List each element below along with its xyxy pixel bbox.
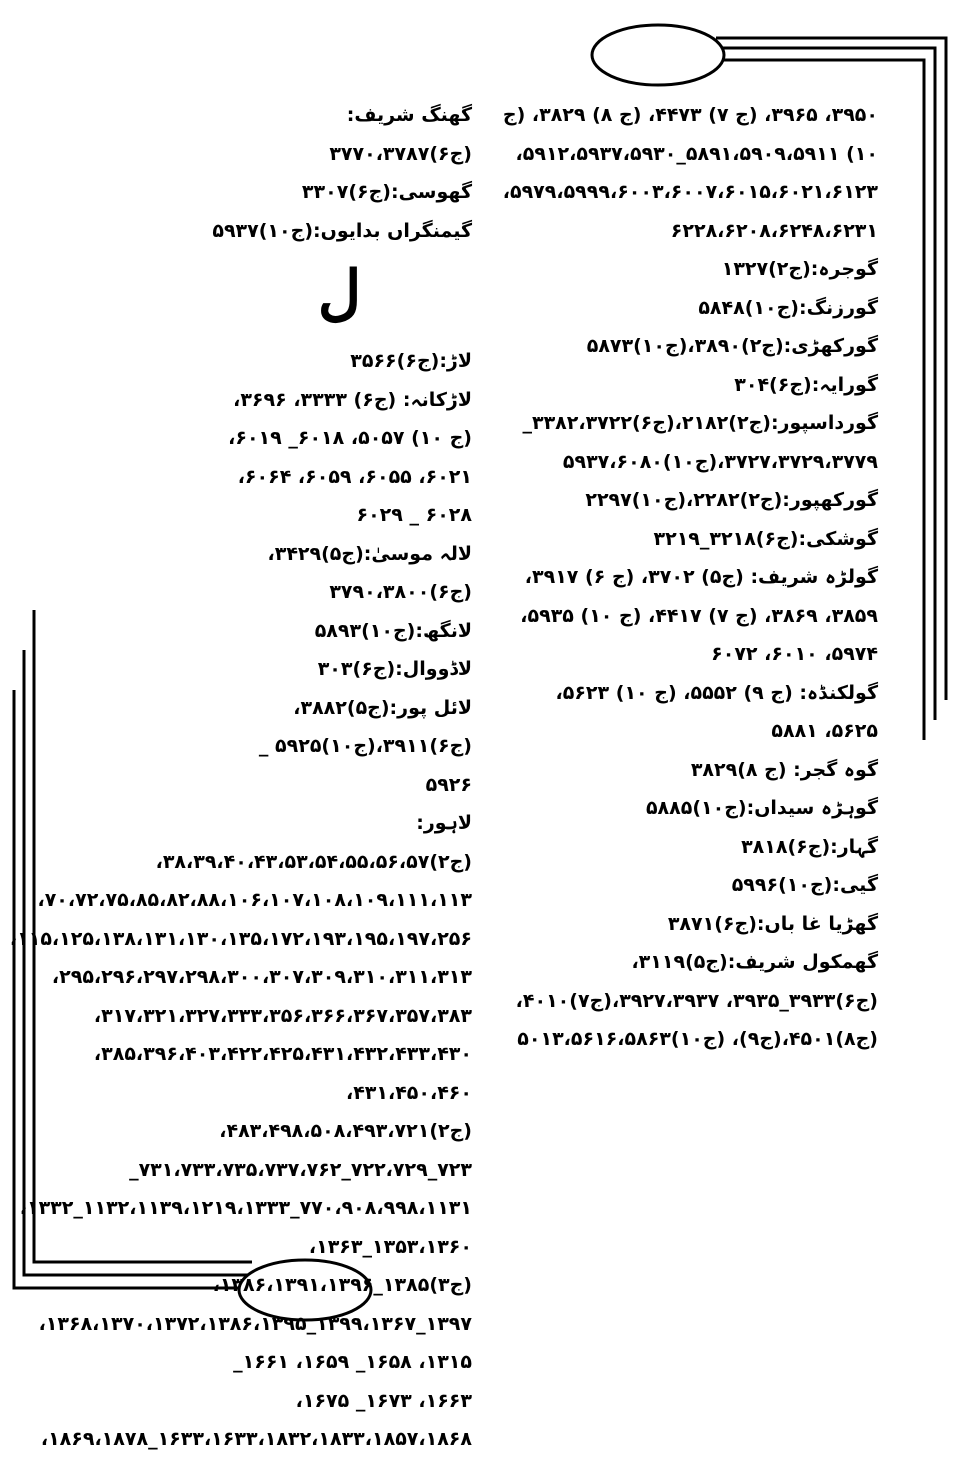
index-entry: لاڑ:(ج۶)۳۵۶۶ [350, 350, 472, 372]
index-entry: گھوسی:(ج۶)۳۳۰۷ [301, 181, 472, 203]
section-letter-heading: ل [317, 258, 362, 328]
index-entry: گہار:(ج۶)۳۸۱۸ [741, 835, 878, 858]
index-entry: گوہ گجر: (ج ۸)۳۸۲۹ [690, 758, 878, 781]
index-entry: گھنگ شریف:(ج۶)۳۷۷۰،۳۷۸۷ [329, 104, 472, 165]
index-entry: لانگھ:(ج۱۰)۵۸۹۳ [314, 619, 472, 642]
index-entry: گورکھپور:(ج۲)۲۲۸۲،(ج۱۰)۲۲۹۷ [585, 489, 878, 511]
left-column [9, 96, 472, 1459]
right-column [496, 96, 878, 1059]
index-entry: گورداسپور:(ج۲)۲۱۸۲،(ج۶)۳۳۸۲،۳۷۲۲_ ۳۷۲۷،۳۷۲۹،۳۷۷۹،(ج۱۰)۵۹۳۷،۶۰۸۰ [522, 412, 878, 473]
index-entry: گولکنڈہ: (ج ۹) ۵۵۵۲، (ج ۱۰) ۵۶۲۳، ۵۶۲۵، ۵۸۸۱ [555, 681, 878, 742]
index-entry: لالہ موسیٰ:(ج۵)۳۴۲۹،(ج۶)۳۷۹۰،۳۸۰۰ [267, 542, 472, 603]
index-entry: گیی:(ج۱۰)۵۹۹۶ [731, 874, 878, 896]
index-entry: لاڈووال:(ج۶)۳۰۳ [317, 658, 472, 680]
index-entry: گھڑیا غا باں:(ج۶)۳۸۷۱ [667, 912, 878, 935]
index-entry: گھمکول شریف:(ج۵)۳۱۱۹،(ج۶)۳۹۳۳_۳۹۳۵، ۳۹۲۷،۳۹۳۷،(ج۷)۴۰۱۰،(ج۸)۴۵۰۱،(ج۹)، (ج۱۰)۵۰۱۳،۵۶۱۶،۵۸۶۳ [515, 951, 878, 1050]
index-entry: لائل پور:(ج۵)۳۸۸۲،(ج۶)۳۹۱۱،(ج۱۰)۵۹۲۵ _ ۵۹۲۶ [258, 696, 472, 796]
index-entry: گورکھڑی:(ج۲)۳۸۹۰،(ج۱۰)۵۸۷۳ [586, 335, 878, 357]
index-entry: گوہڑہ سیداں:(ج۱۰)۵۸۸۵ [645, 797, 878, 819]
index-entry: گورزنگ:(ج۱۰)۵۸۴۸ [698, 296, 878, 319]
index-entry: لاہور:(ج۲)۳۸،۳۹،۴۰،۴۳،۵۳،۵۴،۵۵،۵۶،۵۷، ۷۰،۷۲،۷۵،۸۵،۸۲،۸۸،۱۰۶،۱۰۷،۱۰۸،۱۰۹،۱۱۱،۱۱۳، ۱۱۵،۱۲۵،۱۳۸،۱۳۱،۱۳۰،۱۳۵،۱۷۲،۱۹۳،۱۹۵،۱۹۷،۲۵۶، ۲۹۵،۲۹۶،۲۹۷،۲۹۸،۳۰۰،۳۰۷،۳۰۹،۳۱۰،۳۱۱،۳۱۳، ۳۱۷،۳۲۱،۳۲۷،۳۳۳،۳۵۶،۳۶۶،۳۶۷،۳۵۷،۳۸۳، ۳۸۵،۳۹۶،۴۰۳،۴۲۲،۴۲۵،۴۳۱،۴۳۲،۴۳۳،۴۳۰، ۴۳۱،۴۵۰،۴۶۰،(ج۲)۴۸۳،۴۹۸،۵۰۸،۴۹۳،۷۲۱، ۷۲۳_۷۲۲،۷۲۹_۷۳۱،۷۳۳،۷۳۵،۷۳۷،۷۶۲_ ۷۷۰،۹۰۸،۹۹۸،۱۱۳۱_۱۱۳۲،۱۱۳۹،۱۲۱۹،۱۳۳۳_۱۳۳۲، ۱۳۵۳،۱۳۶۰_۱۳۶۳،(ج۳)۱۳۸۵_۱۳۸۶،۱۳۹۱،۱۳۹۶، ۱۳۹۷_۱۳۹۹،۱۳۶۷_۱۳۶۸،۱۳۷۰،۱۳۷۲،۱۳۸۶،۱۳۹۵، ۱۳۱۵، ۱۶۵۸_ ۱۶۵۹، ۱۶۶۱_ ۱۶۶۳، ۱۶۷۳_ ۱۶۷۵، ۱۶۳۳،۱۶۳۳،۱۸۳۲،۱۸۳۳،۱۸۵۷،۱۸۶۸_۱۸۶۹،۱۸۷۸، [9, 812, 472, 1450]
index-entry: ۳۹۵۰، ۳۹۶۵، (ج ۷) ۴۴۷۳، (ج ۸) ۳۸۲۹، (ج ۱۰) ۵۸۹۱،۵۹۰۹،۵۹۱۱_۵۹۱۲،۵۹۳۷،۵۹۳۰، ۵۹۷۹،۵۹۹۹،۶۰۰۳،۶۰۰۷،۶۰۱۵،۶۰۲۱،۶۱۲۳، ۶۲۲۸،۶۲۰۸،۶۲۴۸،۶۲۳۱ [502, 104, 878, 242]
index-entry: گوشکی:(ج۶)۳۲۱۸_۳۲۱۹ [653, 527, 878, 550]
top-ornament-oval [592, 25, 724, 85]
index-entry: لاڑکانہ: (ج۶) ۳۳۳۳، ۳۶۹۶، (ج ۱۰) ۵۰۵۷، ۶۰۱۸_ ۶۰۱۹، ۶۰۲۱، ۶۰۵۵، ۶۰۵۹، ۶۰۶۴، ۶۰۲۸ _ ۶۰۲۹ [228, 388, 472, 526]
index-entry: گیمنگراں بدایوں:(ج۱۰)۵۹۳۷ [212, 219, 472, 242]
index-entry: گوجرہ:(ج۲)۱۳۲۷ [721, 258, 878, 280]
index-entry: گورایہ:(ج۶)۳۰۴ [734, 373, 878, 396]
index-entry: گولڑہ شریف: (ج۵) ۳۷۰۲، (ج ۶) ۳۹۱۷، ۳۸۵۹، ۳۸۶۹، (ج ۷) ۴۴۱۷، (ج ۱۰) ۵۹۳۵، ۵۹۷۴، ۶۰۱۰، ۶۰۷۲ [520, 566, 878, 665]
